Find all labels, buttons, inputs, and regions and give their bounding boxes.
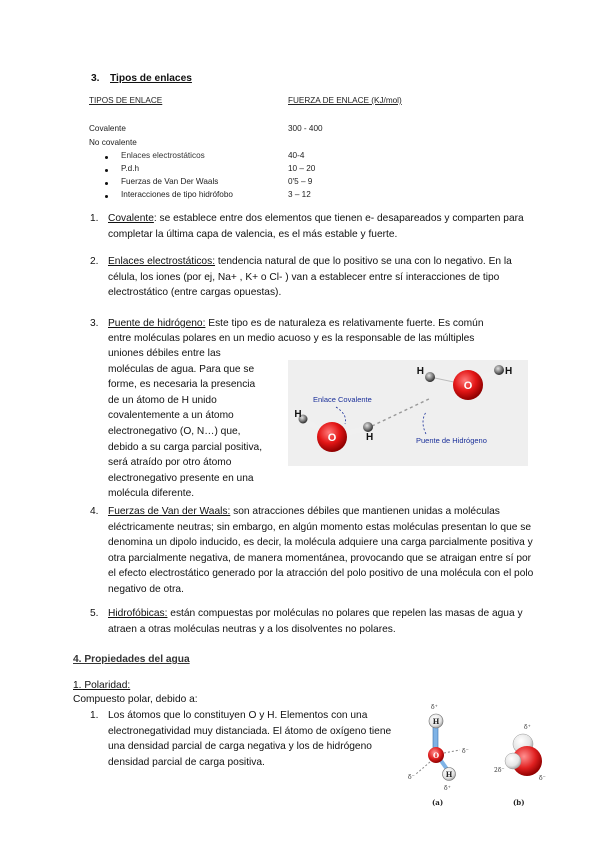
term: Enlaces electrostáticos: (108, 256, 216, 267)
table-subrow-label: Interacciones de tipo hidrófobo (121, 190, 233, 199)
atom-h-label: H (432, 717, 440, 726)
table-subrow-label: Enlaces electrostáticos (121, 151, 205, 160)
list-number: 3. (90, 318, 99, 329)
term: Hidrofóbicas: (108, 608, 168, 619)
bullet-dot (105, 156, 108, 159)
hydrogen-atom (494, 365, 504, 375)
definition: están compuestas por moléculas no polares que repelen las masas de agua y atraen a otras moléculas neutras y a los disolventes no polares. (108, 608, 523, 635)
table-row-label: Covalente (89, 124, 126, 133)
charge-label: δ⁺ (431, 704, 438, 711)
definition: Este tipo es de naturaleza es relativamente fuerte. Es común (205, 318, 484, 329)
text-line: debido a su carga parcial positiva, (108, 441, 263, 453)
atom-o-label: O (463, 380, 473, 392)
definition: : se establece entre dos elementos que tienen e- desapareados y comparten para completar la última capa de valencia, es el más estable y fuerte. (108, 213, 524, 240)
table-header-type: TIPOS DE ENLACE (89, 96, 163, 105)
polarity-item-1: Los átomos que lo constituyen O y H. Elementos con una electronegatividad muy distanciada. El átomo de oxígeno tiene una densidad parcial de carga negativa y los de hidrógeno densidad parcial de carga positiva. (108, 710, 392, 768)
lone-pair-line (444, 750, 460, 753)
bullet-dot (105, 182, 108, 185)
list-number: 5. (90, 608, 99, 619)
figure-label-b: (b) (513, 798, 525, 807)
table-row-label: No covalente (89, 138, 137, 147)
list-item-van-der-waals (108, 504, 536, 598)
definition: tendencia natural de que lo positivo se una con lo negativo. En la célula, los iones (por ej, Na+ , K+ o Cl- ) van a establecer entre sí interacciones de tipo electrostático (entre cargas opuestas). (108, 256, 512, 299)
table-subrow-value: 10 – 20 (288, 164, 316, 173)
definition: son atracciones débiles que mantienen unidas a moléculas eléctricamente neutras; sin embargo, en algún momento estas moléculas presentan lo que se denomina un dipolo inducido, es decir, la molécula adquiere una carga parcialmente positiva y otra parcialmente negativa, de manera momentánea, provocando que se atraigan entre sí por el efecto electrostático generado por la atracción del polo positivo de una molécula con el polo negativo de otra. (108, 506, 534, 595)
hydrogen-atom (425, 372, 435, 382)
atom-h-label: H (366, 432, 374, 443)
label-hydrogen-bond: Puente de Hidrógeno (416, 436, 487, 445)
text-line: forme, es necesaria la presencia (108, 379, 256, 391)
lone-pair-line (416, 762, 430, 774)
text-line: molécula diferente. (108, 488, 195, 500)
charge-label: 2δ⁻ (494, 767, 505, 774)
figure-label-a: (a) (432, 798, 444, 807)
section-4-title: 4. Propiedades del agua (73, 654, 190, 665)
list-item-hydrophobic (108, 606, 536, 637)
label-covalent-bond: Enlace Covalente (313, 395, 372, 404)
table-row-value: 300 - 400 (288, 124, 323, 133)
table-subrow-label: P.d.h (121, 164, 140, 173)
polarity-intro: Compuesto polar, debido a: (73, 694, 198, 705)
text-line: de un átomo de H unido (108, 394, 217, 406)
hydrogen-bond-figure (288, 360, 528, 466)
term: Puente de hidrógeno: (108, 318, 206, 329)
list-number: 4. (90, 506, 99, 517)
term: Covalente (108, 213, 154, 224)
charge-label: δ⁻ (462, 748, 469, 755)
text-line: covalentemente a un átomo (108, 410, 234, 422)
text-line: uniones débiles entre las (108, 348, 221, 359)
charge-label: δ⁺ (444, 785, 451, 792)
text-line: moléculas de agua. Para que se (108, 363, 255, 375)
charge-label: δ⁻ (408, 774, 415, 781)
list-number: 1. (90, 710, 99, 721)
text-line: electronegativo (O, N…) que, (108, 425, 241, 437)
table-subrow-value: 0'5 – 9 (288, 177, 313, 186)
subsection-polarity: 1. Polaridad: (73, 680, 131, 691)
table-header-strength: FUERZA DE ENLACE (KJ/mol) (288, 96, 402, 105)
hydrogen-atom (505, 753, 521, 769)
list-item-electrostatic (108, 254, 528, 301)
section-3-number: 3. (91, 73, 100, 84)
text-line: electronegativo presente en una (108, 472, 254, 484)
list-item-hbond-rest (108, 346, 288, 502)
list-item-hbond-line2: entre moléculas polares en un medio acuoso y es la responsable de las múltiples (108, 333, 475, 344)
text-line: será atraído por otro átomo (108, 457, 232, 469)
list-number: 1. (90, 213, 99, 224)
atom-h-label: H (294, 409, 302, 420)
atom-o-label: O (432, 751, 440, 760)
table-subrow-value: 40-4 (288, 151, 305, 160)
hydrogen-atom (363, 422, 373, 432)
atom-o-label: O (327, 432, 337, 444)
term: Fuerzas de Van der Waals: (108, 506, 231, 517)
table-subrow-label: Fuerzas de Van Der Waals (121, 177, 219, 186)
bullet-dot (105, 195, 108, 198)
charge-label: δ⁻ (539, 775, 546, 782)
charge-label: δ⁺ (524, 724, 531, 731)
section-3-title: Tipos de enlaces (110, 73, 192, 84)
bullet-dot (105, 169, 108, 172)
atom-h-label: H (505, 366, 513, 377)
table-subrow-value: 3 – 12 (288, 190, 311, 199)
list-item-covalente (108, 211, 528, 242)
list-number: 2. (90, 256, 99, 267)
atom-h-label: H (445, 770, 453, 779)
atom-h-label: H (416, 366, 424, 377)
water-molecule-figure (400, 700, 550, 810)
list-item-hbond-line1 (108, 316, 533, 332)
